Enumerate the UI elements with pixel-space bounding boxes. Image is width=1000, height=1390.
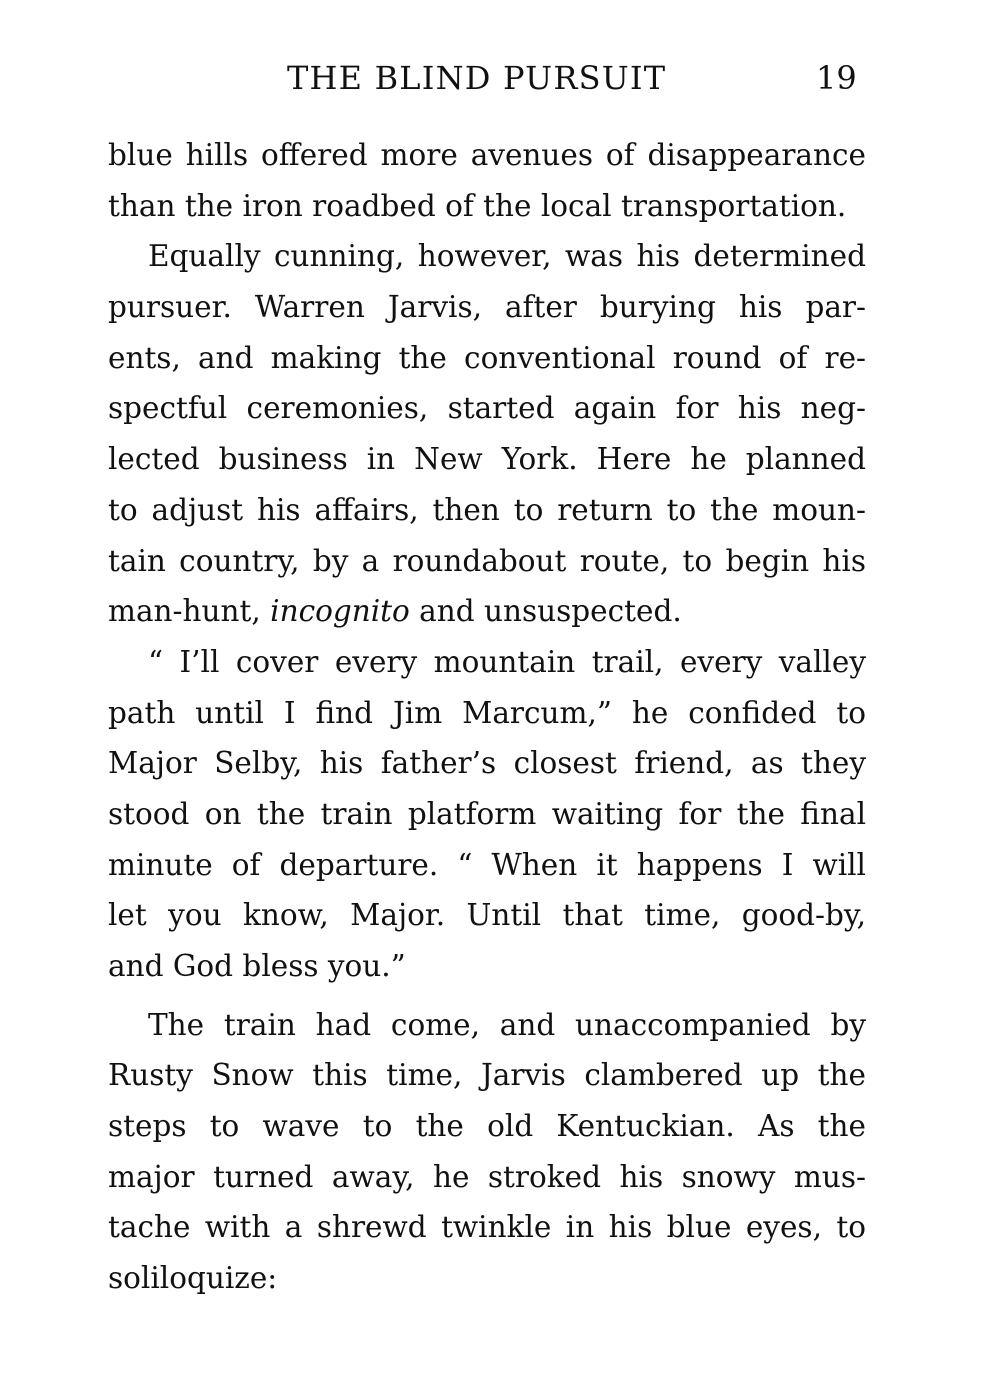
paragraph-2 xyxy=(108,231,866,637)
text-line: major turned away, he stroked his snowy mus- xyxy=(108,1159,866,1194)
text-run: and unsuspected. xyxy=(409,594,682,629)
text-line: and God bless you.” xyxy=(108,949,406,983)
text-run: man-hunt, xyxy=(108,594,271,629)
text-line: tain country, by a roundabout route, to begin his xyxy=(108,543,866,578)
running-title: THE BLIND PURSUIT xyxy=(287,59,667,97)
text-line: stood on the train platform waiting for the final xyxy=(108,796,866,831)
text-line: pursuer. Warren Jarvis, after burying his par- xyxy=(108,290,866,325)
text-line: to adjust his affairs, then to return to the moun- xyxy=(108,492,866,527)
text-line: tache with a shrewd twinkle in his blue eyes, to xyxy=(108,1210,866,1245)
page-number: 19 xyxy=(816,59,857,97)
body-text xyxy=(108,130,866,1304)
text-line: blue hills offered more avenues of disappearance xyxy=(108,138,866,172)
paragraph-4 xyxy=(108,1000,866,1304)
text-line: “ I’ll cover every mountain trail, every valley xyxy=(148,644,866,679)
text-line: let you know, Major. Until that time, good-by, xyxy=(108,898,866,933)
text-line: lected business in New York. Here he planned xyxy=(108,442,866,477)
text-line: soliloquize: xyxy=(108,1261,278,1296)
text-line: minute of departure. “ When it happens I will xyxy=(108,847,866,882)
text-line: steps to wave to the old Kentuckian. As the xyxy=(108,1109,866,1144)
text-line: path until I find Jim Marcum,” he confided to xyxy=(108,695,866,730)
text-line: Equally cunning, however, was his determined xyxy=(148,239,866,274)
italic-word: incognito xyxy=(270,594,410,629)
text-line: spectful ceremonies, started again for his neg- xyxy=(108,391,866,426)
running-head xyxy=(0,58,1000,102)
paragraph-1 xyxy=(108,130,866,231)
paragraph-3 xyxy=(108,637,866,992)
text-line: Major Selby, his father’s closest friend, as they xyxy=(108,746,866,781)
text-line xyxy=(108,586,866,637)
text-line: ents, and making the conventional round of re- xyxy=(108,340,866,375)
text-line: The train had come, and unaccompanied by xyxy=(148,1007,866,1042)
text-line: Rusty Snow this time, Jarvis clambered up the xyxy=(108,1058,866,1093)
text-line: than the iron roadbed of the local transportation. xyxy=(108,188,847,223)
